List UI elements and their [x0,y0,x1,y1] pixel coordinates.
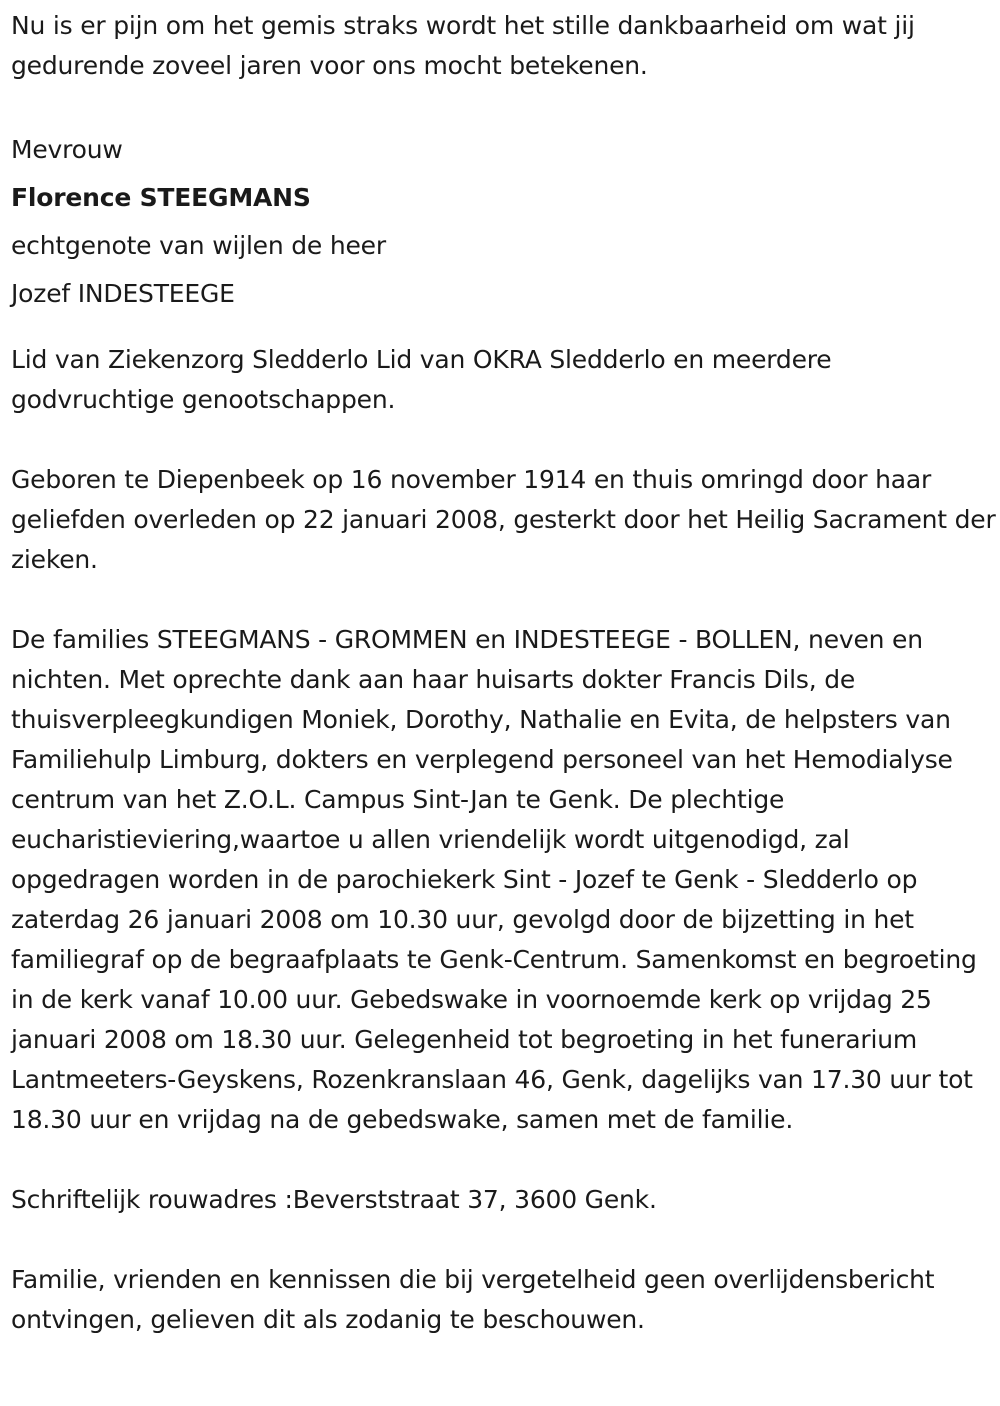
title-label: Mevrouw [11,135,123,164]
intro-paragraph: Nu is er pijn om het gemis straks wordt het stille dankbaarheid om wat jij gedurende zoveel jaren voor ons mocht betekenen. [11,11,915,80]
spacer [11,86,996,126]
relation-label: echtgenote van wijlen de heer [11,231,386,260]
memberships-paragraph: Lid van Ziekenzorg Sledderlo Lid van OKRA Sledderlo en meerdere godvruchtige genootschappen. [11,345,832,414]
spacer [11,1220,996,1260]
family-paragraph: De families STEEGMANS - GROMMEN en INDESTEEGE - BOLLEN, neven en nichten. Met oprechte dank aan haar huisarts dokter Francis Dils, de thuisverpleegkundigen Moniek, Dorothy, Nathalie en Evita, de helpsters van Familiehulp Limburg, dokters en verplegend personeel van het Hemodialyse centrum van het Z.O.L. Campus Sint-Jan te Genk. De plechtige eucharistieviering,waartoe u allen vriendelijk wordt uitgenodigd, zal opgedragen worden in de parochiekerk Sint - Jozef te Genk - Sledderlo op zaterdag 26 januari 2008 om 10.30 uur, gevolgd door de bijzetting in het familiegraf op de begraafplaats te Genk-Centrum. Samenkomst en begroeting in de kerk vanaf 10.00 uur. Gebedswake in voornoemde kerk op vrijdag 25 januari 2008 om 18.30 uur. Gelegenheid tot begroeting in het funerarium Lantmeeters-Geyskens, Rozenkranslaan 46, Genk, dagelijks van 17.30 uur tot 18.30 uur en vrijdag na de gebedswake, samen met de familie. [11,625,977,1134]
closing-paragraph: Familie, vrienden en kennissen die bij vergetelheid geen overlijdensbericht ontvingen, gelieven dit als zodanig te beschouwen. [11,1265,935,1334]
spacer [11,318,996,340]
spacer [11,1140,996,1180]
deceased-name: Florence STEEGMANS [11,183,311,212]
birth-death-paragraph: Geboren te Diepenbeek op 16 november 1914 en thuis omringd door haar geliefden overleden op 22 januari 2008, gesterkt door het Heilig Sacrament der zieken. [11,465,996,574]
spouse-name: Jozef INDESTEEGE [11,279,235,308]
obituary-document [11,6,996,1340]
address-paragraph: Schriftelijk rouwadres :Beverststraat 37, 3600 Genk. [11,1185,657,1214]
spacer [11,420,996,460]
spacer [11,580,996,620]
